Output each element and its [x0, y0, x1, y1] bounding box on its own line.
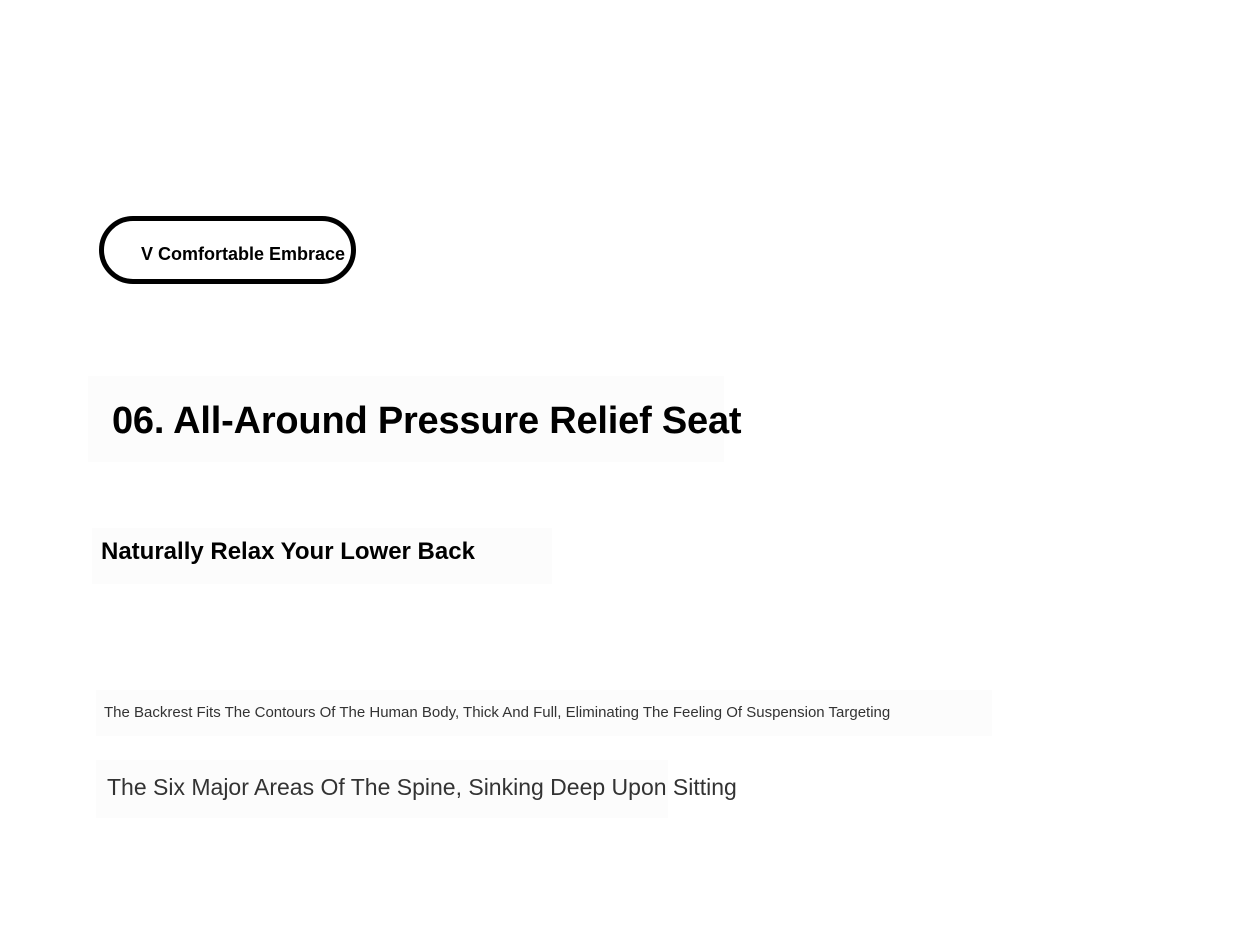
section-title: 06. All-Around Pressure Relief Seat [112, 400, 742, 442]
comfortable-embrace-badge [99, 216, 356, 284]
section-subtitle: Naturally Relax Your Lower Back [101, 538, 475, 565]
description-text: The Backrest Fits The Contours Of The Human Body, Thick And Full, Eliminating The Feeling Of Suspension Targeting [104, 704, 891, 721]
feature-text: The Six Major Areas Of The Spine, Sinking Deep Upon Sitting [107, 774, 737, 800]
badge-label: V Comfortable Embrace [141, 244, 346, 264]
